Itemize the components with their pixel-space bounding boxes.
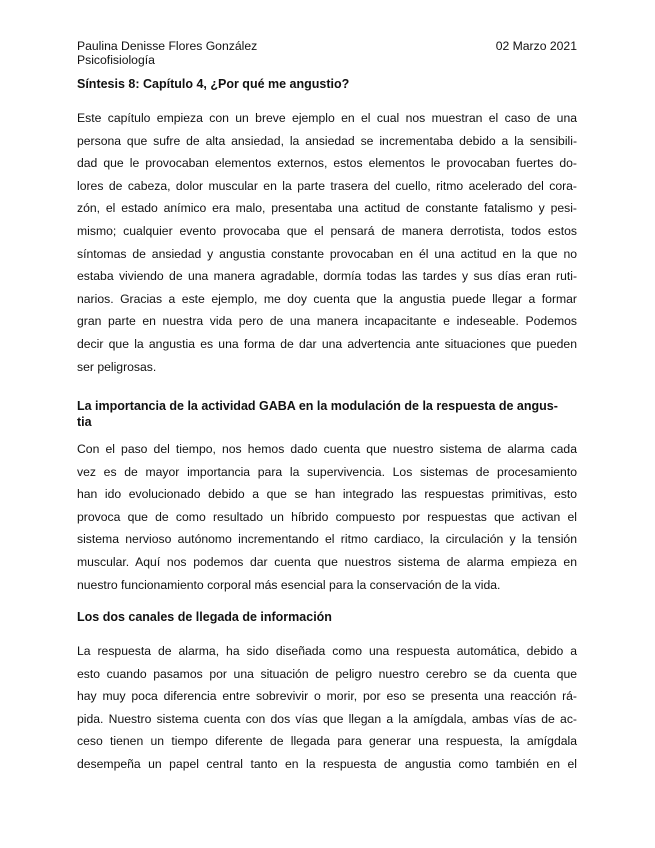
- text-line: estaba viviendo de una manera agradable, dormía todas las tardes y sus días eran ruti-: [77, 269, 577, 284]
- section-heading-gaba: [77, 398, 577, 430]
- text-line: sistema nervioso autónomo incrementando el ritmo cardiaco, la circulación y la tensión: [77, 532, 577, 547]
- text-line: Con el paso del tiempo, nos hemos dado cuenta que nuestro sistema de alarma cada: [77, 442, 577, 456]
- text-line: lores de cabeza, dolor muscular en la parte trasera del cuello, ritmo acelerado del cora-: [77, 178, 577, 193]
- text-line: Este capítulo empieza con un breve ejemplo en el cual nos muestran el caso de una: [77, 111, 577, 125]
- text-line: nuestro funcionamiento corporal más esencial para la conservación de la vida.: [77, 577, 501, 592]
- subject-name: Psicofisiología: [77, 53, 155, 67]
- text-line: vez es de mayor importancia para la supervivencia. Los sistemas de procesamiento: [77, 464, 577, 479]
- text-line: desempeña un papel central tanto en la respuesta de angustia como también en el: [77, 756, 577, 771]
- paragraph-gaba: [77, 438, 577, 596]
- text-line: zón, el estado anímico era malo, presentaba una actitud de constante fatalismo y pesi-: [77, 201, 577, 216]
- text-line: mismo; cualquier evento provocaba que el pensará de manera derrotista, todos estos: [77, 223, 577, 238]
- text-line: esto cuando pasamos por una situación de peligro nuestro cerebro se da cuenta que: [77, 666, 577, 681]
- text-line: decir que la angustia es una forma de dar una advertencia ante situaciones que pueden: [77, 336, 577, 351]
- document-title: Síntesis 8: Capítulo 4, ¿Por qué me angustio?: [77, 77, 350, 91]
- heading-line: tia: [77, 415, 92, 429]
- text-line: síntomas de ansiedad y angustia constante provocaban en él una actitud en la que no: [77, 246, 577, 261]
- text-line: persona que sufre de alta ansiedad, la ansiedad se incrementaba debido a la sensibili-: [77, 133, 577, 148]
- text-line: han ido evolucionado debido a que se han integrado las respuestas primitivas, esto: [77, 487, 577, 502]
- text-line: gran parte en nuestra vida pero de una manera incapacitante e indeseable. Podemos: [77, 314, 577, 329]
- text-line: hay muy poca diferencia entre sobrevivir o morir, por eso se presenta una reacción rá-: [77, 689, 577, 704]
- document-header: [77, 39, 577, 67]
- text-line: ser peligrosas.: [77, 359, 157, 374]
- text-line: La respuesta de alarma, ha sido diseñada como una respuesta automática, debido a: [77, 644, 577, 658]
- document-date: 02 Marzo 2021: [495, 39, 577, 53]
- author-name: Paulina Denisse Flores González: [77, 39, 258, 53]
- paragraph-intro: [77, 107, 577, 378]
- text-line: dad que le provocaban elementos externos, estos elementos le provocaban fuertes do-: [77, 156, 577, 171]
- text-line: muscular. Aquí nos podemos dar cuenta que nuestros sistema de alarma empieza en: [77, 554, 577, 569]
- text-line: pida. Nuestro sistema cuenta con dos vías que llegan a la amígdala, ambas vías de ac-: [77, 711, 577, 726]
- text-line: narios. Gracias a este ejemplo, me doy cuenta que la angustia puede llegar a formar: [77, 291, 577, 306]
- section-heading-channels: Los dos canales de llegada de información: [77, 610, 332, 624]
- text-line: provoca que de como resultado un híbrido compuesto por respuestas que activan el: [77, 509, 577, 524]
- text-line: ceso tienen un tiempo diferente de llegada para generar una respuesta, la amígdala: [77, 734, 577, 749]
- heading-line: La importancia de la actividad GABA en la modulación de la respuesta de angus-: [77, 399, 558, 413]
- paragraph-channels: [77, 640, 577, 776]
